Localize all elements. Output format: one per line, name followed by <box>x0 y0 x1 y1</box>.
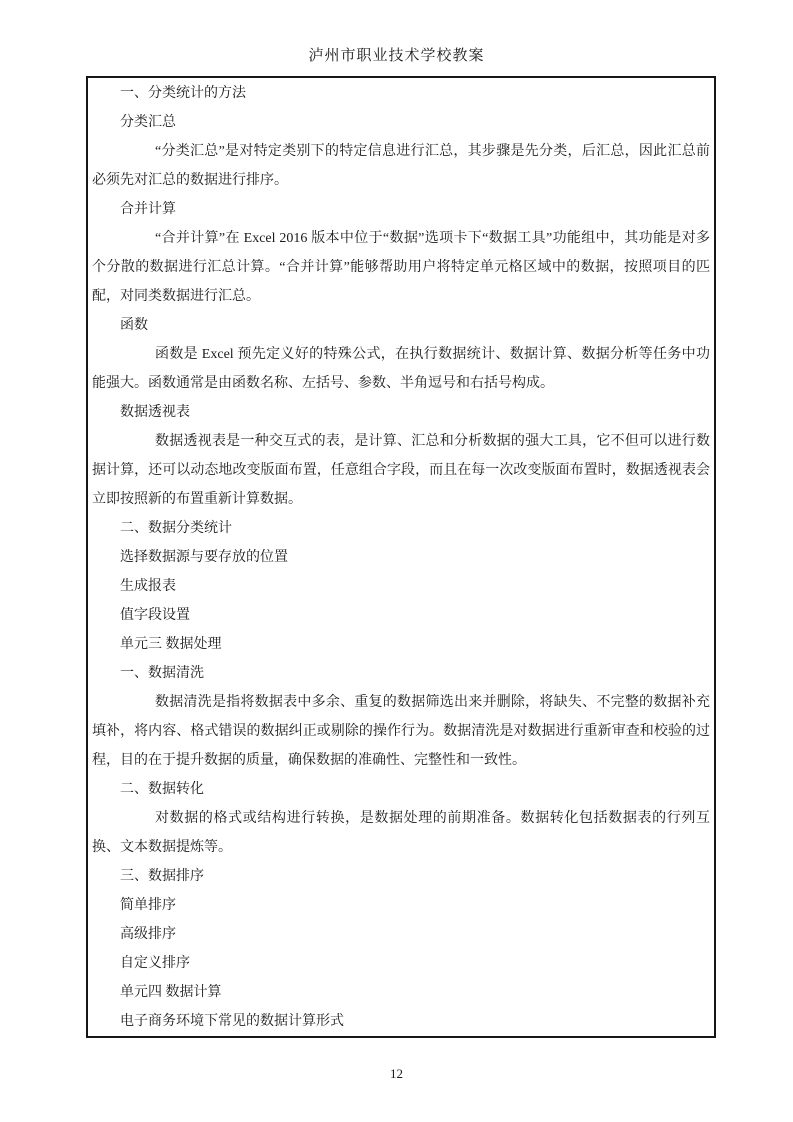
page-header-title: 泸州市职业技术学校教案 <box>308 48 485 64</box>
paragraph: “合并计算”在 Excel 2016 版本中位于“数据”选项卡下“数据工具”功能组中，其功能是对多个分散的数据进行汇总计算。“合并计算”能够帮助用户将特定单元格区域中的数据，按照项目的匹配，对同类数据进行汇总。 <box>92 231 710 304</box>
section-item: 二、数据分类统计 <box>120 521 232 536</box>
section-item: 函数 <box>120 318 148 333</box>
section-item: 合并计算 <box>120 202 176 217</box>
content-box <box>86 76 716 1038</box>
section-item: 电子商务环境下常见的数据计算形式 <box>120 1014 344 1029</box>
section-item: 单元四 数据计算 <box>120 985 222 1000</box>
section-item: 值字段设置 <box>120 608 190 623</box>
section-item: 三、数据排序 <box>120 869 204 884</box>
section-item: 选择数据源与要存放的位置 <box>120 550 288 565</box>
section-item: 数据透视表 <box>120 405 190 420</box>
paragraph: 数据清洗是指将数据表中多余、重复的数据筛选出来并删除，将缺失、不完整的数据补充填补，将内容、格式错误的数据纠正或剔除的操作行为。数据清洗是对数据进行重新审查和校验的过程，目的在于提升数据的质量，确保数据的准确性、完整性和一致性。 <box>92 695 710 768</box>
section-item: 一、数据清洗 <box>120 666 204 681</box>
section-item: 单元三 数据处理 <box>120 637 222 652</box>
section-item: 生成报表 <box>120 579 176 594</box>
section-item: 自定义排序 <box>120 956 190 971</box>
paragraph: 对数据的格式或结构进行转换，是数据处理的前期准备。数据转化包括数据表的行列互换、文本数据提炼等。 <box>92 811 710 855</box>
section-item: 高级排序 <box>120 927 176 942</box>
section-item: 分类汇总 <box>120 115 176 130</box>
section-item: 简单排序 <box>120 898 176 913</box>
paragraph: 数据透视表是一种交互式的表，是计算、汇总和分析数据的强大工具，它不但可以进行数据计算，还可以动态地改变版面布置，任意组合字段，而且在每一次改变版面布置时，数据透视表会立即按照新的布置重新计算数据。 <box>92 434 710 507</box>
section-item: 二、数据转化 <box>120 782 204 797</box>
document-body <box>92 79 710 1036</box>
paragraph: 函数是 Excel 预先定义好的特殊公式，在执行数据统计、数据计算、数据分析等任务中功能强大。函数通常是由函数名称、左括号、参数、半角逗号和右括号构成。 <box>92 347 710 391</box>
page-number: 12 <box>390 1066 403 1081</box>
paragraph: “分类汇总”是对特定类别下的特定信息进行汇总，其步骤是先分类，后汇总，因此汇总前必须先对汇总的数据进行排序。 <box>92 144 710 188</box>
section-item: 一、分类统计的方法 <box>120 86 246 101</box>
